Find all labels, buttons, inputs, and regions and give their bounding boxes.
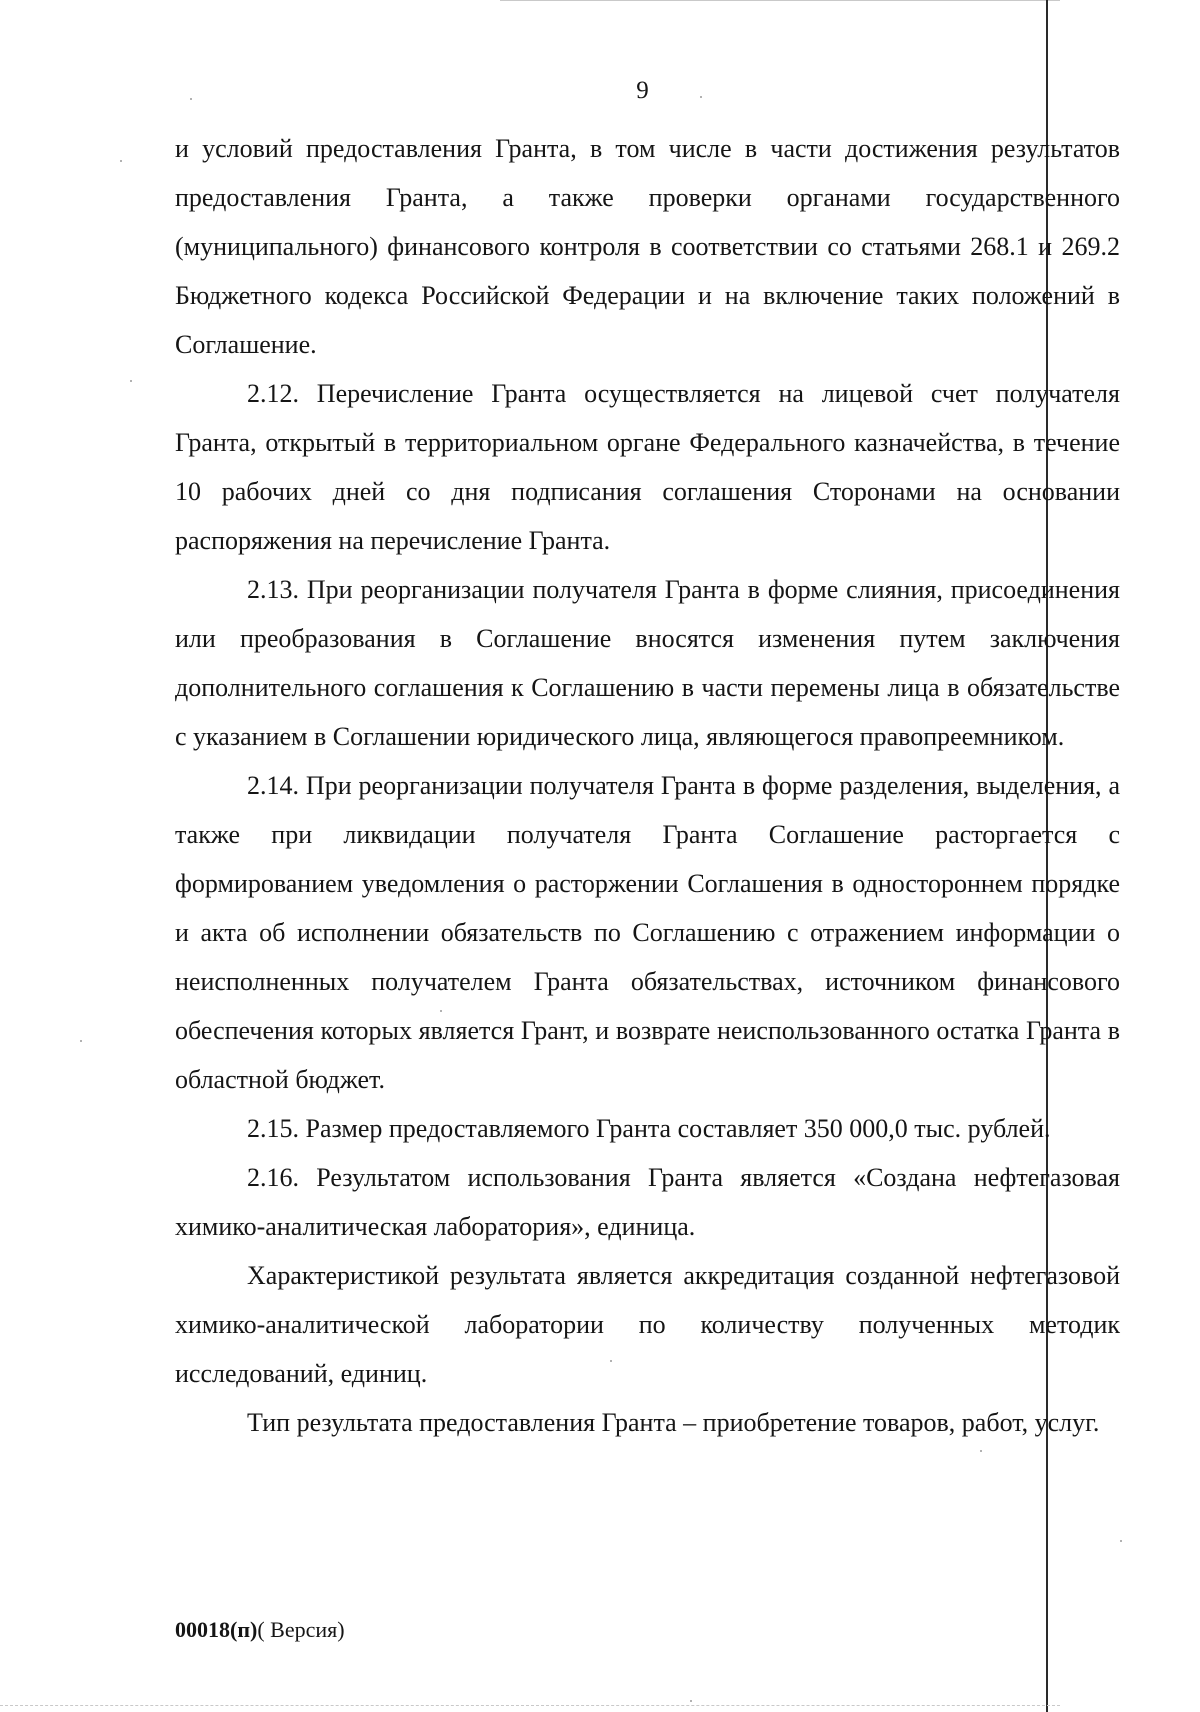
paragraph-2-15: 2.15. Размер предоставляемого Гранта составляет 350 000,0 тыс. рублей. — [247, 1114, 1051, 1143]
scan-speck — [190, 98, 192, 100]
document-footer — [175, 1615, 345, 1645]
paragraph-continuation: и условий предоставления Гранта, в том числе в части достижения результатов предоставления Гранта, а также проверки органами государственного (муниципального) финансового контроля в соответствии со статьями 268.1 и 269.2 Бюджетного кодекса Российской Федерации и на включение таких положений в Соглашение. — [175, 134, 1120, 359]
scan-speck — [130, 380, 132, 382]
scan-speck — [700, 96, 702, 98]
document-code: 00018(п) — [175, 1617, 258, 1642]
scan-speck — [980, 1450, 982, 1452]
paragraph-result-type: Тип результата предоставления Гранта – приобретение товаров, работ, услуг. — [247, 1408, 1100, 1437]
paragraph-2-12: 2.12. Перечисление Гранта осуществляется на лицевой счет получателя Гранта, открытый в территориальном органе Федерального казначейства, в течение 10 рабочих дней со дня подписания соглашения Сторонами на основании распоряжения на перечисление Гранта. — [175, 379, 1120, 555]
paragraph-2-16: 2.16. Результатом использования Гранта является «Создана нефтегазовая химико-аналитическая лаборатория», единица. — [175, 1163, 1120, 1241]
scan-speck — [610, 1360, 612, 1362]
document-body — [175, 124, 1120, 1447]
scan-speck — [80, 1040, 82, 1042]
paragraph-result-characteristic: Характеристикой результата является аккредитация созданной нефтегазовой химико-аналитической лаборатории по количеству полученных методик исследований, единиц. — [175, 1261, 1120, 1388]
scan-speck — [690, 1700, 692, 1702]
scan-speck — [440, 1010, 442, 1012]
paragraph-2-14: 2.14. При реорганизации получателя Гранта в форме разделения, выделения, а также при ликвидации получателя Гранта Соглашение расторгается с формированием уведомления о расторжении Соглашения в одностороннем порядке и акта об исполнении обязательств по Соглашению с отражением информации о неисполненных получателем Гранта обязательствах, источником финансового обеспечения которых является Грант, и возврате неиспользованного остатка Гранта в областной бюджет. — [175, 771, 1120, 1094]
document-version: ( Версия) — [257, 1617, 345, 1642]
scan-top-edge — [500, 0, 1060, 1]
scan-speck — [1120, 1540, 1122, 1542]
paragraph-2-13: 2.13. При реорганизации получателя Гранта в форме слияния, присоединения или преобразования в Соглашение вносятся изменения путем заключения дополнительного соглашения к Соглашению в части перемены лица в обязательстве с указанием в Соглашении юридического лица, являющегося правопреемником. — [175, 575, 1120, 751]
scan-bottom-edge — [0, 1705, 1060, 1706]
scan-speck — [120, 160, 122, 162]
page-number: 9 — [636, 77, 649, 104]
